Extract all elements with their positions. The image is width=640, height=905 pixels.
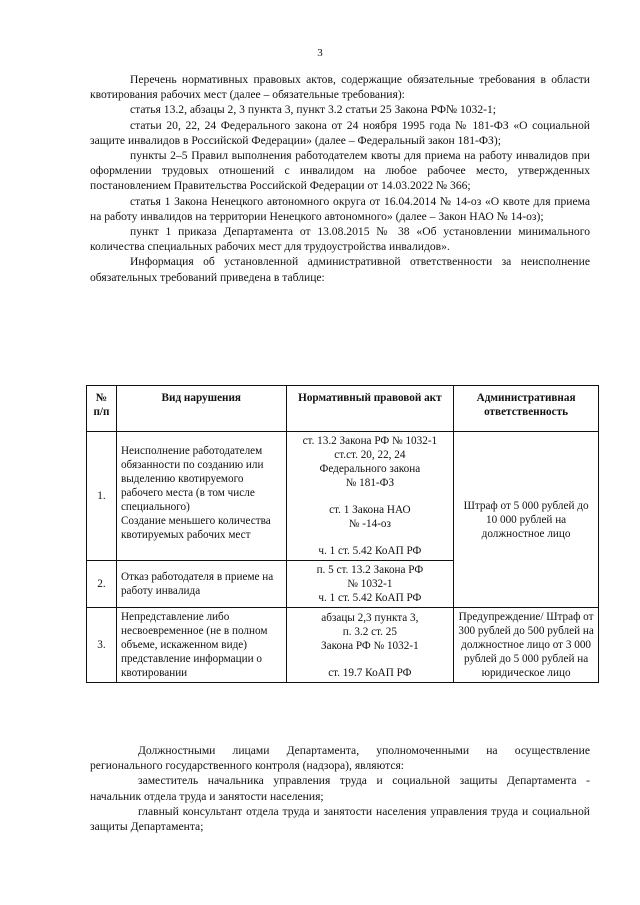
table-row (87, 608, 599, 683)
header-number: № п/п (87, 386, 117, 432)
table-row (87, 432, 599, 561)
table-header-row (87, 386, 599, 432)
act-line: п. 5 ст. 13.2 Закона РФ (316, 564, 424, 576)
violation-cell (116, 432, 286, 561)
act-line: ст.ст. 20, 22, 24 (334, 449, 406, 461)
act-cell (286, 432, 454, 561)
intro-text (90, 72, 590, 285)
row-number: 3. (87, 608, 117, 683)
act-cell (286, 561, 454, 608)
act-line: № -14-оз (348, 518, 391, 530)
intro-paragraph: статья 1 Закона Ненецкого автономного округа от 16.04.2014 № 14-оз «О квоте для приема на работу инвалидов на территории Ненецкого автономного» (далее – Закон НАО № 14-оз); (90, 194, 590, 223)
violation-text: Непредставление либо несвоевременное (не в полном объеме, искаженном виде) представление информации о квотировании (116, 608, 286, 683)
header-violation: Вид нарушения (116, 386, 286, 432)
act-line: ч. 1 ст. 5.42 КоАП РФ (318, 592, 422, 604)
act-line: п. 3.2 ст. 25 (342, 625, 397, 638)
intro-paragraph: пункт 1 приказа Департамента от 13.08.2015 № 38 «Об установлении минимального количества специальных рабочих мест для трудоустройства инвалидов». (90, 225, 590, 254)
act-line: ст. 13.2 Закона РФ № 1032-1 (302, 435, 438, 447)
page-number: 3 (317, 47, 323, 59)
act-line: ч. 1 ст. 5.42 КоАП РФ (318, 545, 422, 557)
intro-paragraph: пункты 2–5 Правил выполнения работодателем квоты для приема на работу инвалидов при оформлении трудовых отношений с инвалидом на любое рабочее место, утвержденных постановлением Правительства Российской Федерации от 14.03.2022 № 366; (90, 149, 590, 193)
penalty-cell: Предупреждение/ Штраф от 300 рублей до 500 рублей на должностное лицо от 3 000 рублей до 5 000 рублей на юридическое лицо (454, 608, 599, 683)
row-number: 1. (87, 432, 117, 561)
penalty-cell: Штраф от 5 000 рублей до 10 000 рублей на должностное лицо (454, 432, 599, 608)
closing-paragraph: главный консультант отдела труда и занятости населения управления труда и социальной защиты Департамента; (90, 804, 590, 834)
act-line: № 1032-1 (347, 578, 393, 590)
intro-paragraph: статьи 20, 22, 24 Федерального закона от 24 ноября 1995 года № 181-ФЗ «О социальной защите инвалидов в Российской Федерации» (далее – Федеральный закон 181-ФЗ); (90, 118, 590, 147)
row-number: 2. (87, 561, 117, 608)
act-line: ст. 19.7 КоАП РФ (328, 666, 412, 679)
act-line: Федерального закона (319, 463, 421, 475)
act-cell (286, 608, 454, 683)
header-act: Нормативный правовой акт (286, 386, 454, 432)
closing-text (90, 743, 590, 834)
violations-table (86, 385, 599, 683)
closing-paragraph: Должностными лицами Департамента, уполномоченными на осуществление регионального государственного контроля (надзора), являются: (90, 744, 590, 773)
closing-paragraph: заместитель начальника управления труда и социальной защиты Департамента - начальник отдела труда и занятости населения; (90, 774, 590, 803)
act-line: Закона РФ № 1032-1 (321, 639, 419, 652)
violation-text: Неисполнение работодателем обязанности по созданию или выделению квотируемого рабочего места (в том числе специального) (120, 445, 264, 513)
act-line: абзацы 2,3 пункта 3, (321, 611, 419, 624)
violation-text: Создание меньшего количества квотируемых рабочих мест (120, 515, 271, 541)
violation-text: Отказ работодателя в приеме на работу инвалида (116, 561, 286, 608)
intro-paragraph: Информация об установленной административной ответственности за неисполнение обязательных требований приведена в таблице: (90, 255, 590, 284)
intro-paragraph: статья 13.2, абзацы 2, 3 пункта 3, пункт 3.2 статьи 25 Закона РФ№ 1032-1; (130, 103, 497, 117)
act-line: ст. 1 Закона НАО (329, 504, 411, 516)
act-line: № 181-ФЗ (345, 477, 395, 489)
intro-paragraph: Перечень нормативных правовых актов, содержащие обязательные требования в области квотирования рабочих мест (далее – обязательные требования): (90, 73, 590, 102)
header-responsibility: Административная ответственность (454, 386, 599, 432)
